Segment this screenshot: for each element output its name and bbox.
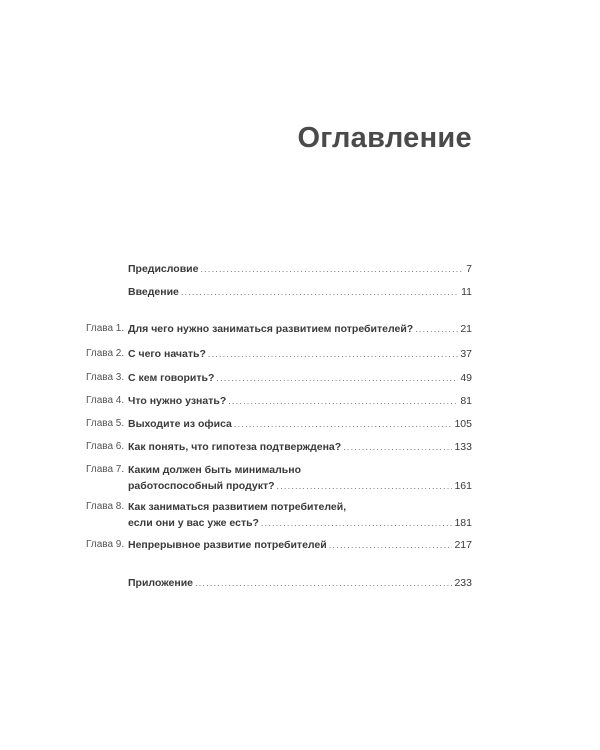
toc-entry-title: Выходите из офиса	[128, 418, 232, 430]
dot-leader	[277, 478, 453, 494]
toc-entry-title-line2: работоспособный продукт?	[128, 480, 275, 492]
toc-entry-page: 81	[460, 395, 472, 407]
dot-leader	[208, 346, 458, 362]
dot-leader	[329, 537, 453, 553]
toc-entry-page: 7	[466, 263, 472, 275]
dot-leader	[343, 439, 452, 455]
chapter-label: Глава 1.	[86, 323, 125, 334]
toc-entry-page: 49	[460, 372, 472, 384]
toc-entry-page: 217	[454, 539, 472, 551]
toc-entry-title: Непрерывное развитие потребителей	[128, 539, 327, 551]
toc-entry-chapter-2[interactable]	[86, 346, 472, 362]
toc-entry-page: 21	[460, 323, 472, 335]
dot-leader	[234, 416, 453, 432]
toc-entry-chapter-1[interactable]	[86, 321, 472, 337]
chapter-label: Глава 9.	[86, 539, 125, 550]
chapter-label: Глава 2.	[86, 348, 125, 359]
toc-entry-page: 133	[454, 441, 472, 453]
toc-entry-title-line2: если они у вас уже есть?	[128, 517, 259, 529]
chapter-label: Глава 3.	[86, 372, 125, 383]
toc-entry-chapter-4[interactable]	[86, 393, 472, 409]
dot-leader	[200, 261, 464, 277]
toc-entry-chapter-7[interactable]	[86, 462, 472, 494]
chapter-label: Глава 6.	[86, 441, 125, 452]
dot-leader	[195, 575, 452, 591]
toc-entry-title: Предисловие	[128, 263, 199, 275]
toc-entry-title: Приложение	[128, 577, 194, 589]
toc-entry-title: Введение	[128, 286, 179, 298]
toc-entry-chapter-9[interactable]	[86, 537, 472, 553]
toc-entry-title-line1: Как заниматься развитием потребителей,	[128, 501, 347, 513]
dot-leader	[261, 515, 453, 531]
toc-entry-page: 181	[454, 517, 472, 529]
toc-entry-introduction[interactable]	[128, 284, 472, 300]
dot-leader	[415, 321, 458, 337]
toc-entry-chapter-3[interactable]	[86, 370, 472, 386]
toc-entry-page: 37	[460, 348, 472, 360]
toc-entry-page: 11	[461, 286, 472, 298]
toc-entry-page: 105	[454, 418, 472, 430]
toc-entry-appendix[interactable]	[128, 575, 472, 591]
toc-entry-chapter-6[interactable]	[86, 439, 472, 455]
toc-entry-title: С чего начать?	[128, 348, 206, 360]
page-title: Оглавление	[297, 122, 472, 154]
toc-entry-title: Для чего нужно заниматься развитием потребителей?	[128, 323, 414, 335]
toc-entry-chapter-5[interactable]	[86, 416, 472, 432]
toc-entry-chapter-8[interactable]	[86, 499, 472, 531]
toc-entry-page: 233	[454, 577, 472, 589]
toc-entry-title-line1: Каким должен быть минимально	[128, 464, 301, 476]
chapter-label: Глава 4.	[86, 395, 125, 406]
dot-leader	[228, 393, 458, 409]
toc-entry-title: Как понять, что гипотеза подтверждена?	[128, 441, 342, 453]
toc-entry-preface[interactable]	[128, 261, 472, 277]
chapter-label: Глава 8.	[86, 501, 125, 512]
chapter-label: Глава 7.	[86, 464, 125, 475]
toc-entry-title: Что нужно узнать?	[128, 395, 227, 407]
dot-leader	[181, 284, 459, 300]
chapter-label: Глава 5.	[86, 418, 125, 429]
toc-entry-page: 161	[454, 480, 472, 492]
toc-entry-title: С кем говорить?	[128, 372, 215, 384]
dot-leader	[216, 370, 458, 386]
